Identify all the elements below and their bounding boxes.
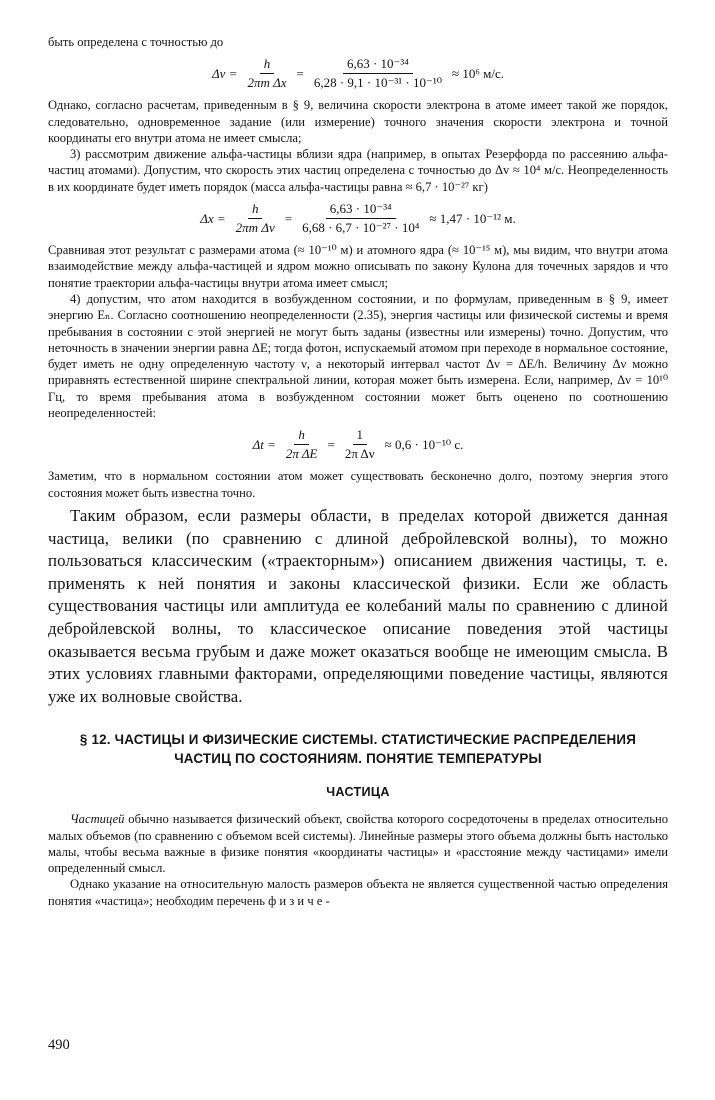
- equals-sign: =: [284, 210, 293, 226]
- text-paragraph: [48, 811, 668, 876]
- denominator: 6,28 · 9,1 · 10⁻³¹ · 10⁻¹⁰: [313, 75, 442, 91]
- formula-result: ≈ 10⁶ м/с.: [451, 65, 504, 81]
- term-italic: Частицей: [70, 812, 125, 827]
- denominator: 2π ΔE: [285, 446, 318, 462]
- numerator: 6,63 · 10⁻³⁴: [326, 201, 396, 219]
- text-paragraph: Однако, согласно расчетам, приведенным в § 9, величина скорости электрона в атоме имеет такой же порядок, следовательно, одновременное задание (или измерение) точного значения скорости электрона и точной координаты его внутри атома не имеет смысла;: [48, 98, 668, 145]
- denominator: 2πm Δx: [247, 75, 287, 91]
- text-paragraph: 3) рассмотрим движение альфа-частицы вблизи ядра (например, в опытах Резерфорда по рассеянию альфа-частиц атомами). Допустим, что скорость этих частиц определена с точностью до Δv ≈ 10⁴ м/с. Неопределенность в их координате будет иметь порядок (масса альфа-частицы равна ≈ 6,7 · 10⁻²⁷ кг): [48, 147, 668, 194]
- denominator: 2π Δν: [344, 446, 375, 462]
- formula-lhs: Δx =: [200, 210, 226, 226]
- paragraph-text: обычно называется физический объект, свойства которого сосредоточены в пределах относительно малых объемов (по сравнению с объемом всей системы). Линейные размеры этого объема должны быть настолько малы, чтобы весьма важные в физике понятия «координаты частицы» и «расстояние между частицами» имели определенный смысл.: [48, 812, 668, 876]
- formula-result: ≈ 1,47 · 10⁻¹² м.: [429, 210, 516, 226]
- text-paragraph: Сравнивая этот результат с размерами атома (≈ 10⁻¹⁰ м) и атомного ядра (≈ 10⁻¹⁵ м), мы видим, что внутри атома взаимодействие между альфа-частицей и ядром можно описывать по закону Кулона для точечных зарядов и что понятие траектории альфа-частицы внутри атома имеет смысл;: [48, 243, 668, 290]
- numerator: h: [248, 201, 263, 219]
- fraction: [341, 427, 379, 462]
- numerator: h: [294, 427, 309, 445]
- text-paragraph: 4) допустим, что атом находится в возбужденном состоянии, и по формулам, приведенным в § 9, имеет энергию Eₙ. Согласно соотношению неопределенности (2.35), энергия частицы или физической системы и время пребывания в состоянии с этой энергией не могут быть заданы (известны или измерены) точно. Допустим, что неточность в значении энергии равна ΔE; тогда фотон, испускаемый атомом при переходе в нормальное состояние, будет иметь не одну определенную частоту ν, а некоторый интервал частот Δν = ΔE/h. Величину Δν можно приравнять естественной ширине спектральной линии, которая может быть измерена. Если, например, Δν = 10¹⁰ Гц, то время пребывания атома в возбужденном состоянии может быть оценено по соотношению неопределенностей:: [48, 291, 668, 421]
- denominator: 2πm Δv: [235, 220, 275, 236]
- text-paragraph: Заметим, что в нормальном состоянии атом может существовать бесконечно долго, поэтому энергия этого состояния может быть известна точно.: [48, 469, 668, 500]
- page-content: [48, 34, 668, 909]
- section-heading: [48, 730, 668, 768]
- text-paragraph-large: Таким образом, если размеры области, в пределах которой движется данная частица, велики (по сравнению с длиной дебройлевской волны), то можно пользоваться классическим («траекторным») описанием движения частицы, т. е. применять к ней понятия и законы классической физики. Если же область существования частицы или амплитуда ее колебаний малы по сравнению с длиной дебройлевской волны, то классическое описание поведения этой частицы оказывается весьма грубым и даже может оказаться вообще не имеющим смысла. В этих условиях главными факторами, определяющими поведение частицы, являются уже их волновые свойства.: [48, 505, 668, 706]
- fraction: [232, 201, 279, 236]
- text-paragraph: Однако указание на относительную малость размеров объекта не является существенной частью определения понятия «частица»; необходим перечень ф и з и ч е -: [48, 877, 668, 908]
- fraction: [298, 201, 423, 236]
- formula-result: ≈ 0,6 · 10⁻¹⁰ с.: [384, 436, 464, 452]
- formula-lhs: Δt =: [252, 436, 276, 452]
- section-heading-line: § 12. ЧАСТИЦЫ И ФИЗИЧЕСКИЕ СИСТЕМЫ. СТАТИСТИЧЕСКИЕ РАСПРЕДЕЛЕНИЯ: [79, 732, 637, 748]
- fraction: [282, 427, 322, 462]
- section-heading-line: ЧАСТИЦ ПО СОСТОЯНИЯМ. ПОНЯТИЕ ТЕМПЕРАТУРЫ: [174, 751, 542, 767]
- denominator: 6,68 · 6,7 · 10⁻²⁷ · 10⁴: [302, 220, 420, 236]
- numerator: 6,63 · 10⁻³⁴: [343, 56, 413, 74]
- fraction: [243, 56, 290, 91]
- subsection-heading: ЧАСТИЦА: [326, 785, 390, 800]
- formula-lhs: Δv =: [212, 65, 238, 81]
- page-number: 490: [48, 1037, 70, 1053]
- text-paragraph: быть определена с точностью до: [48, 35, 224, 49]
- numerator: 1: [353, 427, 368, 445]
- numerator: h: [260, 56, 275, 74]
- equals-sign: =: [296, 65, 304, 81]
- equals-sign: =: [327, 436, 335, 452]
- formula-delta-t: [48, 427, 668, 462]
- fraction: [310, 56, 446, 91]
- formula-delta-x: [48, 201, 668, 236]
- formula-delta-v: [48, 56, 668, 91]
